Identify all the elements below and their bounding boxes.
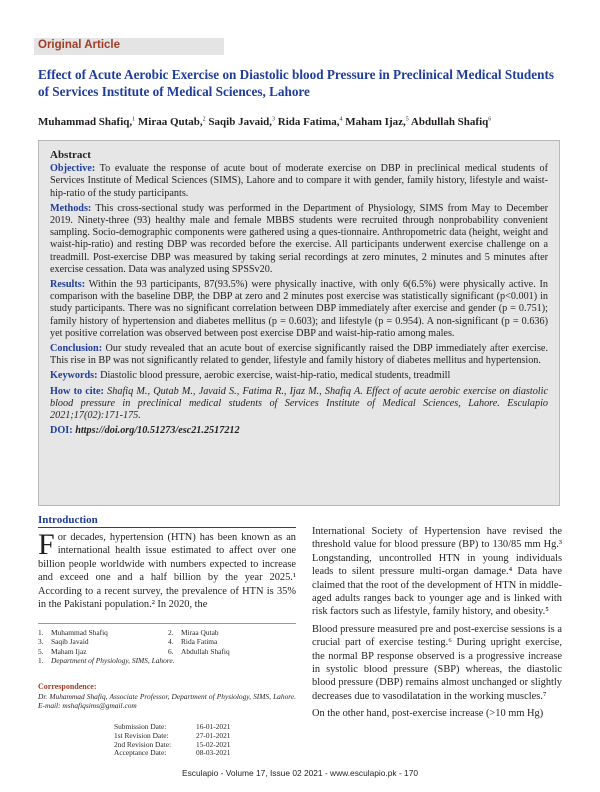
affiliation-text: Department of Physiology, SIMS, Lahore. (51, 655, 175, 665)
author-affiliation-mark: 4 (339, 116, 343, 123)
footnote-author-row (38, 628, 296, 637)
footnote-num: 5. (38, 646, 44, 656)
right-column (312, 525, 562, 725)
footnote-divider (38, 623, 296, 624)
author-affiliation-mark: 3 (272, 116, 276, 123)
footnote-author: Abdullah Shafiq (181, 646, 230, 656)
footnote-author: Saqib Javaid (51, 637, 89, 647)
intro-paragraph-text: or decades, hypertension (HTN) has been known as an international health issue estimated to affect over one billion people worldwide with numbers expected to increase and exceed one and a half billion by the year 2025.¹ According to a recent survey, the prevalence of HTN is 35% in the Pakistani population.² In 2020, the (38, 532, 296, 611)
methods-text: This cross-sectional study was performed in the Department of Physiology, SIMS from May to December 2019. Ninety-three (93) healthy male and female MBBS students were recruited through nonprobability convenient sampling. Socio-demographic components were gathered using a ques-tionnaire. Anthropometric data (height, weight and waist-hip-ratio) and resting DBP was recorded before the exercise. All participants underwent exercise challenge on a treadmill. Post-exercise DBP was measured by taking serial recordings at zero minutes, 2 minutes and 5 minutes after exercise cessation. Data was analyzed using SPSSv20. (50, 202, 548, 275)
correspondence-text: Dr. Muhammad Shafiq, Associate Professor, Department of Physiology, SIMS, Lahore. E-mail: mshafiqsims@gmail.com (38, 692, 296, 711)
date-label: 2nd Revision Date: (114, 739, 172, 749)
footnote-num: 2. (168, 628, 174, 637)
results-text: Within the 93 participants, 87(93.5%) were physically inactive, with only 6(6.5%) were physically active. In comparison with the baseline DBP, the DBP at zero and 2 minutes post exercise was statistically significant (p<0.001) in study participants. There was no significant correlation between DBP immediately after exercise and gender (p = 0.751); family history of hypertension and diabetes mellitus (p = 0.603); and lifestyle (p = 0.954). A non-significant (p = 0.636) yet positive correlation was observed between post exercise DBP and waist-hip-ratio among males. (50, 279, 548, 339)
body-paragraph: Blood pressure measured pre and post-exercise sessions is a crucial part of exercise testing.⁶ During upright exercise, the normal BP response observed is a progressive increase in systolic blood pressure (SBP) whereas, the diastolic blood pressure (DBP) remains almost unchanged or slightly decreases due to vasodilatation in the working muscles.⁷ (312, 623, 562, 702)
footnote-num: 3. (38, 637, 44, 647)
abstract-keywords (50, 370, 548, 382)
methods-label: Methods: (50, 202, 92, 214)
page-footer: Esculapio - Volume 17, Issue 02 2021 - www.esculapio.pk - 170 (181, 768, 419, 778)
footnote-author: Miraa Qutab (181, 628, 219, 637)
body-paragraph: International Society of Hypertension have revised the threshold value for blood pressure (BP) to 130/85 mm Hg.³ Longstanding, uncontrolled HTN in young individuals leads to silent pressure multi-organ damage.⁴ Data have claimed that the root of the development of HTN in middle-aged adults ranges back to younger age and is linked with risk factors such as lifestyle, family history, and obesity.⁵ (312, 526, 562, 618)
date-label: Acceptance Date: (114, 748, 167, 758)
body-paragraph: On the other hand, post-exercise increase (>10 mm Hg) (312, 708, 544, 720)
intro-paragraph (38, 528, 296, 611)
introduction-heading: Introduction (38, 514, 98, 526)
abstract-doi (50, 425, 548, 437)
left-column (38, 528, 296, 615)
submission-dates (114, 723, 294, 758)
footnote-affiliation (38, 656, 296, 665)
date-row (114, 749, 294, 758)
author-name: Miraa Qutab, (137, 116, 203, 128)
footnote-author-row (38, 637, 296, 646)
abstract-methods (50, 203, 548, 276)
author-name: Muhammad Shafiq, (38, 116, 133, 128)
author-affiliation-mark: 2 (202, 116, 206, 123)
correspondence-heading: Correspondence: (38, 682, 97, 691)
author-affiliation-mark: 1 (132, 116, 136, 123)
author-name: Rida Fatima, (277, 116, 340, 128)
article-title: Effect of Acute Aerobic Exercise on Diastolic blood Pressure in Preclinical Medical Students of Services Institute of Medical Sciences, Lahore (38, 67, 554, 99)
objective-label: Objective: (50, 163, 96, 175)
abstract-results (50, 279, 548, 340)
keywords-label: Keywords: (50, 370, 98, 382)
footnote-num: 1. (38, 655, 44, 665)
author-list (38, 116, 578, 128)
abstract-citation (50, 386, 548, 423)
date-value: 08-03-2021 (196, 748, 231, 758)
date-value: 16-01-2021 (196, 722, 231, 731)
footnote-authors (38, 628, 296, 665)
footnote-author: Maham Ijaz (51, 646, 87, 656)
footnote-num: 1. (38, 628, 44, 637)
footnote-num: 4. (168, 637, 174, 647)
author-affiliation-mark: 5 (405, 116, 409, 123)
author-name: Abdullah Shafiq (410, 116, 489, 128)
author-name: Saqib Javaid, (208, 116, 273, 128)
doi-link[interactable]: https://doi.org/10.51273/esc21.2517212 (75, 425, 240, 437)
abstract-heading: Abstract (50, 149, 91, 161)
footnote-author: Rida Fatima (181, 637, 218, 647)
conclusion-label: Conclusion: (50, 343, 103, 355)
cite-label: How to cite: (50, 385, 104, 397)
cite-text: Shafiq M., Qutab M., Javaid S., Fatima R., Ijaz M., Shafiq A. Effect of acute aerobic exercise on diastolic blood pressure in preclinical medical students of Services Institute of Medical Sciences, Lahore. Esculapio 2021;17(02):171-175. (50, 385, 548, 422)
abstract-objective (50, 163, 548, 200)
date-label: 1st Revision Date: (114, 730, 169, 740)
results-label: Results: (50, 279, 86, 291)
article-type-label: Original Article (38, 39, 121, 51)
date-value: 15-02-2021 (196, 739, 231, 749)
footnote-num: 6. (168, 646, 174, 656)
author-affiliation-mark: 6 (488, 116, 492, 123)
footnote-author: Muhammad Shafiq (51, 628, 108, 637)
drop-cap: F (38, 528, 55, 561)
date-value: 27-01-2021 (196, 730, 231, 740)
keywords-text: Diastolic blood pressure, aerobic exercise, waist-hip-ratio, medical students, treadmill (100, 370, 451, 382)
article-type-banner (34, 38, 224, 55)
abstract-conclusion (50, 343, 548, 367)
conclusion-text: Our study revealed that an acute bout of exercise significantly raised the DBP immediately after exercise. This rise in BP was not significantly related to gender, lifestyle and family history of diabetes mellitus and hypertension. (50, 343, 548, 367)
section-divider (38, 527, 296, 528)
doi-label: DOI: (50, 425, 73, 437)
date-label: Submission Date: (114, 722, 167, 731)
abstract-box (38, 140, 560, 506)
objective-text: To evaluate the response of acute bout of moderate exercise on DBP in preclinical medical students of Services Institute of Medical Sciences (SIMS), Lahore and to compare it with gender, family history, lifestyle and waist-hip-ratio of the study participants. (50, 163, 548, 199)
author-name: Maham Ijaz, (345, 116, 406, 128)
footnote-author-row (38, 647, 296, 656)
